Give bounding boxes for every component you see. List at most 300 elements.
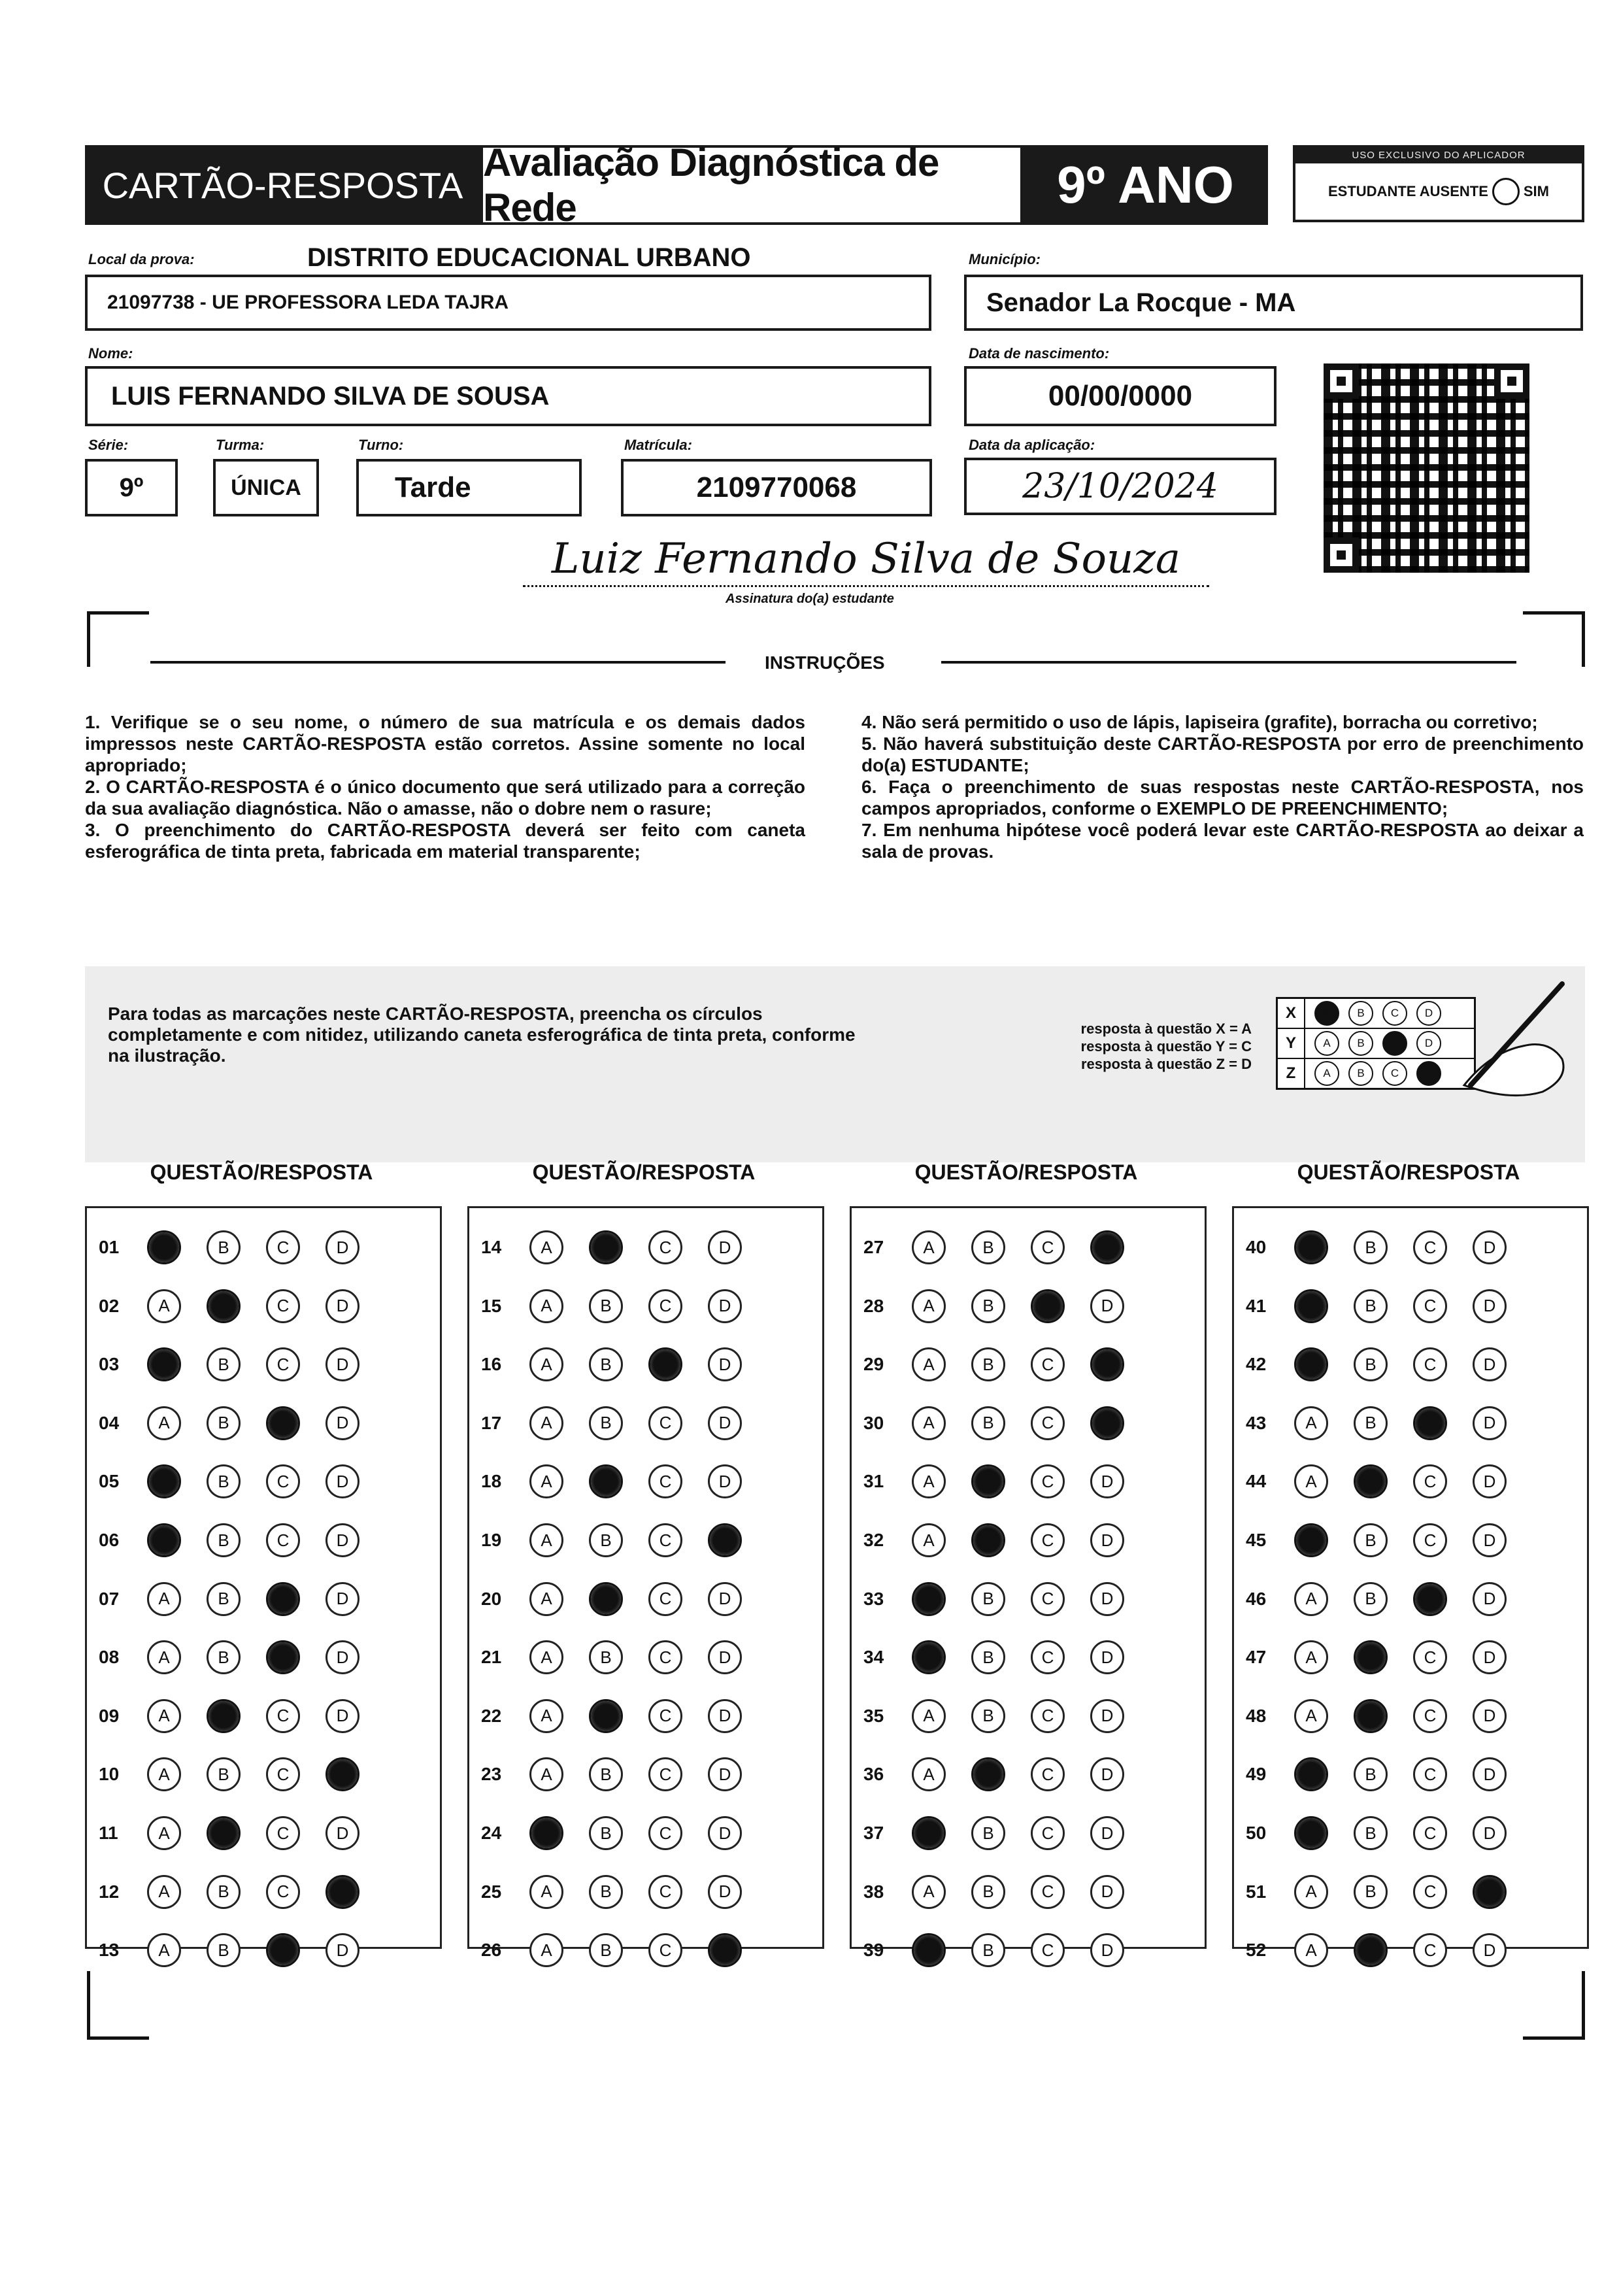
answer-bubble-a[interactable] (147, 1523, 181, 1557)
answer-bubble-c[interactable]: C (1031, 1640, 1065, 1674)
answer-bubble-d[interactable]: D (1473, 1230, 1507, 1264)
answer-bubble-c[interactable] (266, 1640, 300, 1674)
answer-bubble-a[interactable]: A (529, 1582, 563, 1616)
answer-bubble-b[interactable] (1354, 1933, 1388, 1967)
question-number: 13 (99, 1940, 120, 1961)
answer-bubble-b[interactable] (207, 1699, 241, 1733)
answer-bubble-b[interactable]: B (1354, 1757, 1388, 1791)
answer-bubble-c[interactable]: C (266, 1757, 300, 1791)
answer-bubble-a[interactable]: A (147, 1640, 181, 1674)
answer-bubble-a[interactable] (1294, 1523, 1328, 1557)
answer-bubble-d[interactable] (325, 1875, 359, 1909)
answer-bubble-c[interactable]: C (266, 1464, 300, 1498)
answer-bubble-d[interactable]: D (325, 1816, 359, 1850)
answer-bubble-c[interactable] (1031, 1289, 1065, 1323)
answer-bubble-b[interactable]: B (1354, 1816, 1388, 1850)
answer-bubble-b[interactable]: B (589, 1289, 623, 1323)
answer-bubble-d[interactable]: D (1090, 1582, 1124, 1616)
answer-bubble-b[interactable]: B (971, 1699, 1005, 1733)
question-row (1234, 1690, 1587, 1742)
question-row (852, 1338, 1205, 1391)
answer-bubble-b[interactable]: B (207, 1464, 241, 1498)
answer-bubble-b[interactable]: B (971, 1816, 1005, 1850)
answer-bubble-b[interactable] (589, 1464, 623, 1498)
answer-bubble-c[interactable]: C (1031, 1464, 1065, 1498)
answer-bubble-c[interactable]: C (1031, 1347, 1065, 1381)
question-number: 22 (481, 1705, 502, 1726)
answer-bubble-c[interactable] (1413, 1582, 1447, 1616)
example-bubble-a: A (1314, 1031, 1339, 1056)
turno-label: Turno: (358, 437, 404, 453)
answer-bubble-c[interactable]: C (1031, 1523, 1065, 1557)
answer-bubble-b[interactable]: B (1354, 1523, 1388, 1557)
example-legend-x: resposta à questão X = A (1080, 1021, 1252, 1037)
example-grid (1276, 997, 1476, 1090)
question-number: 02 (99, 1295, 120, 1316)
question-row (852, 1631, 1205, 1683)
answer-bubble-d[interactable] (1473, 1875, 1507, 1909)
question-row (87, 1514, 440, 1566)
answer-bubble-c[interactable]: C (648, 1699, 682, 1733)
answer-bubble-b[interactable] (971, 1464, 1005, 1498)
question-row (87, 1280, 440, 1332)
answer-bubble-b[interactable]: B (207, 1875, 241, 1909)
answer-bubble-d[interactable]: D (325, 1933, 359, 1967)
answer-bubble-c[interactable]: C (1031, 1757, 1065, 1791)
answer-bubble-b[interactable]: B (1354, 1875, 1388, 1909)
answer-bubble-c[interactable] (266, 1406, 300, 1440)
answer-bubble-a[interactable]: A (529, 1289, 563, 1323)
question-number: 46 (1246, 1588, 1267, 1609)
answer-bubble-a[interactable] (1294, 1230, 1328, 1264)
answer-bubble-d[interactable]: D (708, 1699, 742, 1733)
answer-bubble-c[interactable]: C (648, 1933, 682, 1967)
answer-bubble-d[interactable]: D (1473, 1406, 1507, 1440)
answer-bubble-a[interactable]: A (912, 1699, 946, 1733)
answer-bubble-a[interactable]: A (529, 1757, 563, 1791)
answer-bubble-b[interactable]: B (207, 1347, 241, 1381)
answer-bubble-a[interactable] (529, 1816, 563, 1850)
answer-bubble-a[interactable] (147, 1347, 181, 1381)
answer-bubble-c[interactable]: C (1413, 1640, 1447, 1674)
answer-bubble-a[interactable]: A (147, 1699, 181, 1733)
instruction-1: 1. Verifique se o seu nome, o número de sua matrícula e os demais dados impressos neste CARTÃO-RESPOSTA estão corretos. Assine somente no local apropriado; (85, 712, 805, 775)
answer-bubble-c[interactable] (266, 1582, 300, 1616)
corner-bottom-left (87, 1971, 149, 2040)
answer-bubble-d[interactable] (325, 1757, 359, 1791)
answer-bubble-d[interactable]: D (708, 1875, 742, 1909)
answer-bubble-a[interactable]: A (529, 1933, 563, 1967)
question-row (87, 1338, 440, 1391)
answer-bubble-b[interactable] (1354, 1640, 1388, 1674)
question-number: 32 (863, 1530, 884, 1550)
example-legend-z: resposta à questão Z = D (1080, 1056, 1252, 1072)
answer-bubble-a[interactable] (912, 1816, 946, 1850)
nascimento-value: 00/00/0000 (1048, 380, 1193, 412)
answer-bubble-a[interactable]: A (147, 1816, 181, 1850)
answer-bubble-a[interactable]: A (529, 1347, 563, 1381)
question-row (87, 1924, 440, 1976)
answer-bubble-b[interactable]: B (207, 1523, 241, 1557)
answer-bubble-c[interactable]: C (266, 1347, 300, 1381)
answer-bubble-d[interactable]: D (1473, 1347, 1507, 1381)
example-bubble-c: C (1382, 1061, 1407, 1086)
answer-bubble-b[interactable]: B (207, 1230, 241, 1264)
answer-bubble-d[interactable]: D (325, 1230, 359, 1264)
answer-bubble-a[interactable] (147, 1230, 181, 1264)
nome-value: LUIS FERNANDO SILVA DE SOUSA (111, 381, 550, 411)
example-key: Y (1278, 1029, 1305, 1058)
answer-bubble-a[interactable]: A (529, 1699, 563, 1733)
answer-bubble-a[interactable]: A (1294, 1640, 1328, 1674)
question-number: 19 (481, 1530, 502, 1550)
answer-bubble-a[interactable]: A (912, 1757, 946, 1791)
question-number: 17 (481, 1412, 502, 1433)
answer-bubble-d[interactable]: D (1090, 1816, 1124, 1850)
answer-bubble-b[interactable]: B (1354, 1347, 1388, 1381)
answer-bubble-d[interactable]: D (1090, 1289, 1124, 1323)
instruction-5: 5. Não haverá substituição deste CARTÃO-RESPOSTA por erro de preenchimento do(a) ESTUDANTE; (861, 734, 1584, 775)
answer-bubble-a[interactable]: A (529, 1230, 563, 1264)
answer-bubble-b[interactable]: B (971, 1875, 1005, 1909)
answer-bubble-a[interactable]: A (912, 1406, 946, 1440)
question-row (87, 1455, 440, 1508)
answer-bubble-d[interactable] (1090, 1230, 1124, 1264)
answer-bubble-c[interactable] (1413, 1406, 1447, 1440)
answer-bubble-d[interactable]: D (708, 1640, 742, 1674)
answer-bubble-b[interactable]: B (971, 1582, 1005, 1616)
question-row (1234, 1748, 1587, 1800)
example-text: Para todas as marcações neste CARTÃO-RESPOSTA, preencha os círculos completamente e com nitidez, utilizando caneta esferográfica de tinta preta, conforme na ilustração. (108, 1004, 856, 1066)
answer-bubble-d[interactable]: D (325, 1347, 359, 1381)
instruction-2: 2. O CARTÃO-RESPOSTA é o único documento que será utilizado para a correção da sua avaliação diagnóstica. Não o amasse, não o dobre nem o rasure; (85, 777, 805, 819)
answer-bubble-b[interactable]: B (971, 1230, 1005, 1264)
answer-bubble-b[interactable]: B (971, 1347, 1005, 1381)
answer-bubble-d[interactable]: D (1473, 1699, 1507, 1733)
answer-bubble-a[interactable]: A (147, 1406, 181, 1440)
answer-bubble-c[interactable]: C (1031, 1230, 1065, 1264)
question-number: 18 (481, 1471, 502, 1492)
answer-bubble-b[interactable]: B (207, 1757, 241, 1791)
answer-bubble-a[interactable] (912, 1582, 946, 1616)
question-number: 47 (1246, 1647, 1267, 1668)
serie-field (85, 459, 178, 516)
answer-bubble-c[interactable]: C (648, 1289, 682, 1323)
answer-bubble-a[interactable]: A (529, 1406, 563, 1440)
question-row (87, 1631, 440, 1683)
answer-bubble-a[interactable]: A (529, 1640, 563, 1674)
question-row (469, 1514, 822, 1566)
answer-bubble-b[interactable]: B (589, 1757, 623, 1791)
answer-bubble-b[interactable]: B (589, 1816, 623, 1850)
answer-bubble-a[interactable] (147, 1464, 181, 1498)
answer-bubble-a[interactable]: A (529, 1523, 563, 1557)
answer-bubble-b[interactable]: B (207, 1582, 241, 1616)
answer-bubble-d[interactable] (1090, 1347, 1124, 1381)
answer-bubble-a[interactable]: A (147, 1289, 181, 1323)
serie-label: Série: (88, 437, 129, 453)
column-header: QUESTÃO/RESPOSTA (1297, 1160, 1520, 1184)
answer-bubble-c[interactable]: C (266, 1875, 300, 1909)
question-row (469, 1748, 822, 1800)
answer-bubble-d[interactable] (1090, 1406, 1124, 1440)
corner-top-left (87, 611, 149, 667)
example-bubble-d: D (1416, 1001, 1441, 1026)
answer-bubble-b[interactable]: B (589, 1640, 623, 1674)
instr-rule-left (150, 661, 726, 664)
answer-bubble-d[interactable]: D (1090, 1933, 1124, 1967)
answer-bubble-a[interactable]: A (912, 1289, 946, 1323)
answer-bubble-c[interactable]: C (1413, 1875, 1447, 1909)
question-number: 51 (1246, 1881, 1267, 1902)
answer-bubble-d[interactable]: D (1090, 1464, 1124, 1498)
answer-bubble-d[interactable]: D (708, 1230, 742, 1264)
answer-bubble-d[interactable]: D (708, 1757, 742, 1791)
question-number: 12 (99, 1881, 120, 1902)
answer-bubble-b[interactable] (971, 1523, 1005, 1557)
answer-bubble-d[interactable]: D (708, 1582, 742, 1616)
answer-bubble-c[interactable]: C (648, 1230, 682, 1264)
answer-bubble-c[interactable]: C (1413, 1289, 1447, 1323)
answer-bubble-d[interactable]: D (1090, 1699, 1124, 1733)
answer-bubble-c[interactable]: C (266, 1230, 300, 1264)
answer-bubble-a[interactable] (912, 1640, 946, 1674)
question-row (1234, 1924, 1587, 1976)
answer-bubble-d[interactable]: D (1090, 1757, 1124, 1791)
question-row (87, 1807, 440, 1859)
question-number: 09 (99, 1705, 120, 1726)
answer-bubble-b[interactable] (1354, 1699, 1388, 1733)
municipio-field (964, 275, 1583, 331)
answer-bubble-a[interactable]: A (529, 1875, 563, 1909)
answer-bubble-c[interactable]: C (648, 1640, 682, 1674)
answer-bubble-c[interactable]: C (1413, 1347, 1447, 1381)
answer-bubble-d[interactable]: D (1090, 1875, 1124, 1909)
answer-bubble-a[interactable]: A (147, 1933, 181, 1967)
answer-bubble-b[interactable] (207, 1816, 241, 1850)
answer-bubble-c[interactable]: C (266, 1523, 300, 1557)
answer-bubble-c[interactable]: C (1413, 1230, 1447, 1264)
answer-bubble-b[interactable] (589, 1230, 623, 1264)
municipio-value: Senador La Rocque - MA (986, 288, 1296, 317)
answer-bubble-b[interactable] (589, 1699, 623, 1733)
absent-checkbox[interactable] (1492, 178, 1520, 205)
answer-column-2 (467, 1206, 824, 1961)
matricula-value: 2109770068 (696, 471, 857, 503)
answer-bubble-a[interactable]: A (1294, 1406, 1328, 1440)
answer-bubble-c[interactable]: C (648, 1816, 682, 1850)
answer-bubble-a[interactable]: A (529, 1464, 563, 1498)
answer-bubble-b[interactable] (1354, 1464, 1388, 1498)
answer-bubble-d[interactable]: D (325, 1464, 359, 1498)
question-row (469, 1280, 822, 1332)
answer-bubble-a[interactable]: A (147, 1875, 181, 1909)
answer-bubble-b[interactable] (589, 1582, 623, 1616)
answer-bubble-c[interactable]: C (1031, 1406, 1065, 1440)
answer-bubble-d[interactable]: D (1473, 1816, 1507, 1850)
answer-bubble-c[interactable]: C (1031, 1699, 1065, 1733)
answer-bubble-b[interactable]: B (589, 1933, 623, 1967)
answer-bubble-b[interactable]: B (207, 1640, 241, 1674)
answer-bubble-d[interactable]: D (325, 1640, 359, 1674)
answer-bubble-c[interactable]: C (1031, 1933, 1065, 1967)
answer-bubble-b[interactable]: B (589, 1875, 623, 1909)
answer-bubble-a[interactable]: A (912, 1230, 946, 1264)
nascimento-label: Data de nascimento: (969, 345, 1110, 362)
example-bubble-a: A (1314, 1061, 1339, 1086)
question-row (469, 1221, 822, 1274)
answer-bubble-d[interactable]: D (325, 1289, 359, 1323)
answer-bubble-d[interactable]: D (1090, 1640, 1124, 1674)
question-number: 50 (1246, 1823, 1267, 1843)
instr-rule-right (941, 661, 1516, 664)
answer-bubble-a[interactable]: A (912, 1875, 946, 1909)
answer-bubble-d[interactable]: D (1473, 1582, 1507, 1616)
turma-label: Turma: (216, 437, 265, 453)
answer-bubble-c[interactable]: C (1413, 1757, 1447, 1791)
matricula-field (621, 459, 932, 516)
answer-bubble-b[interactable]: B (207, 1406, 241, 1440)
answer-bubble-d[interactable]: D (325, 1582, 359, 1616)
question-number: 28 (863, 1295, 884, 1316)
question-number: 01 (99, 1237, 120, 1257)
question-row (1234, 1280, 1587, 1332)
instructions-right (861, 711, 1584, 862)
answer-bubble-b[interactable]: B (971, 1289, 1005, 1323)
answer-bubble-d[interactable] (708, 1933, 742, 1967)
local-value: DISTRITO EDUCACIONAL URBANO (307, 243, 751, 272)
answer-bubble-b[interactable]: B (1354, 1582, 1388, 1616)
example-bubble-c: C (1382, 1001, 1407, 1026)
question-number: 30 (863, 1412, 884, 1433)
aplicacao-label: Data da aplicação: (969, 437, 1095, 453)
answer-bubble-b[interactable]: B (1354, 1230, 1388, 1264)
question-row (87, 1221, 440, 1274)
answer-bubble-d[interactable]: D (1473, 1640, 1507, 1674)
answer-bubble-b[interactable]: B (589, 1523, 623, 1557)
question-number: 34 (863, 1647, 884, 1668)
answer-bubble-d[interactable]: D (708, 1816, 742, 1850)
question-number: 20 (481, 1588, 502, 1609)
answer-bubble-c[interactable]: C (648, 1582, 682, 1616)
answer-bubble-a[interactable]: A (912, 1347, 946, 1381)
answer-bubble-b[interactable]: B (207, 1933, 241, 1967)
answer-bubble-a[interactable]: A (912, 1523, 946, 1557)
answer-bubble-a[interactable]: A (1294, 1933, 1328, 1967)
answer-bubble-c[interactable]: C (1031, 1582, 1065, 1616)
answer-bubble-a[interactable] (912, 1933, 946, 1967)
question-row (1234, 1397, 1587, 1449)
answer-bubble-c[interactable]: C (1413, 1816, 1447, 1850)
question-row (469, 1338, 822, 1391)
answer-bubble-b[interactable] (971, 1757, 1005, 1791)
answer-bubble-a[interactable]: A (1294, 1464, 1328, 1498)
answer-bubble-a[interactable] (1294, 1757, 1328, 1791)
answer-bubble-c[interactable]: C (648, 1406, 682, 1440)
answer-bubble-d[interactable] (708, 1523, 742, 1557)
answer-column-3 (850, 1206, 1207, 1961)
answer-bubble-c[interactable]: C (1413, 1464, 1447, 1498)
answer-bubble-c[interactable] (266, 1933, 300, 1967)
answer-bubble-c[interactable]: C (266, 1289, 300, 1323)
turno-value: Tarde (395, 471, 471, 503)
absent-box (1293, 145, 1584, 222)
answer-bubble-a[interactable]: A (1294, 1699, 1328, 1733)
answer-bubble-b[interactable]: B (1354, 1289, 1388, 1323)
example-bubble-b: B (1348, 1031, 1373, 1056)
answer-bubble-d[interactable]: D (1473, 1757, 1507, 1791)
column-header: QUESTÃO/RESPOSTA (150, 1160, 373, 1184)
question-number: 35 (863, 1705, 884, 1726)
question-number: 33 (863, 1588, 884, 1609)
answer-bubble-d[interactable]: D (1473, 1464, 1507, 1498)
answer-bubble-d[interactable]: D (1473, 1523, 1507, 1557)
answer-bubble-b[interactable] (207, 1289, 241, 1323)
answer-bubble-c[interactable]: C (1413, 1523, 1447, 1557)
question-number: 05 (99, 1471, 120, 1492)
answer-bubble-b[interactable]: B (971, 1640, 1005, 1674)
answer-bubble-c[interactable]: C (1413, 1699, 1447, 1733)
corner-bottom-right (1523, 1971, 1585, 2040)
answer-bubble-a[interactable]: A (147, 1757, 181, 1791)
corner-top-right (1523, 611, 1585, 667)
answer-bubble-c[interactable]: C (1413, 1933, 1447, 1967)
answer-bubble-b[interactable]: B (1354, 1406, 1388, 1440)
answer-bubble-d[interactable]: D (325, 1523, 359, 1557)
answer-bubble-c[interactable]: C (1031, 1875, 1065, 1909)
question-row (852, 1690, 1205, 1742)
answer-bubble-c[interactable]: C (648, 1875, 682, 1909)
answer-bubble-d[interactable]: D (325, 1699, 359, 1733)
local-label: Local da prova: (88, 251, 195, 267)
answer-bubble-d[interactable]: D (1473, 1933, 1507, 1967)
answer-bubble-c[interactable]: C (648, 1464, 682, 1498)
answer-column-1 (85, 1206, 442, 1961)
answer-bubble-c[interactable]: C (1031, 1816, 1065, 1850)
example-bubble-d: D (1416, 1061, 1441, 1086)
answer-bubble-b[interactable]: B (589, 1347, 623, 1381)
answer-bubble-c[interactable]: C (648, 1757, 682, 1791)
answer-bubble-a[interactable]: A (1294, 1582, 1328, 1616)
answer-bubble-c[interactable] (648, 1347, 682, 1381)
answer-bubble-d[interactable]: D (708, 1347, 742, 1381)
question-number: 48 (1246, 1705, 1267, 1726)
answer-bubble-c[interactable]: C (266, 1699, 300, 1733)
answer-bubble-a[interactable] (1294, 1347, 1328, 1381)
answer-bubble-b[interactable]: B (971, 1933, 1005, 1967)
exam-name: Avaliação Diagnóstica de Rede (480, 145, 1023, 225)
card-title: CARTÃO-RESPOSTA (85, 145, 480, 225)
answer-bubble-c[interactable]: C (266, 1816, 300, 1850)
answer-bubble-d[interactable]: D (708, 1406, 742, 1440)
answer-bubble-a[interactable] (1294, 1289, 1328, 1323)
answer-bubble-d[interactable]: D (325, 1406, 359, 1440)
answer-bubble-a[interactable] (1294, 1816, 1328, 1850)
answer-bubble-a[interactable]: A (912, 1464, 946, 1498)
answer-bubble-a[interactable]: A (147, 1582, 181, 1616)
answer-bubble-d[interactable]: D (1473, 1289, 1507, 1323)
answer-bubble-a[interactable]: A (1294, 1875, 1328, 1909)
question-row (469, 1455, 822, 1508)
answer-bubble-d[interactable]: D (708, 1464, 742, 1498)
question-number: 11 (99, 1823, 118, 1843)
example-bubble-b: B (1348, 1001, 1373, 1026)
answer-bubble-b[interactable]: B (971, 1406, 1005, 1440)
answer-bubble-c[interactable]: C (648, 1523, 682, 1557)
answer-bubble-b[interactable]: B (589, 1406, 623, 1440)
answer-bubble-d[interactable]: D (708, 1289, 742, 1323)
answer-bubble-d[interactable]: D (1090, 1523, 1124, 1557)
